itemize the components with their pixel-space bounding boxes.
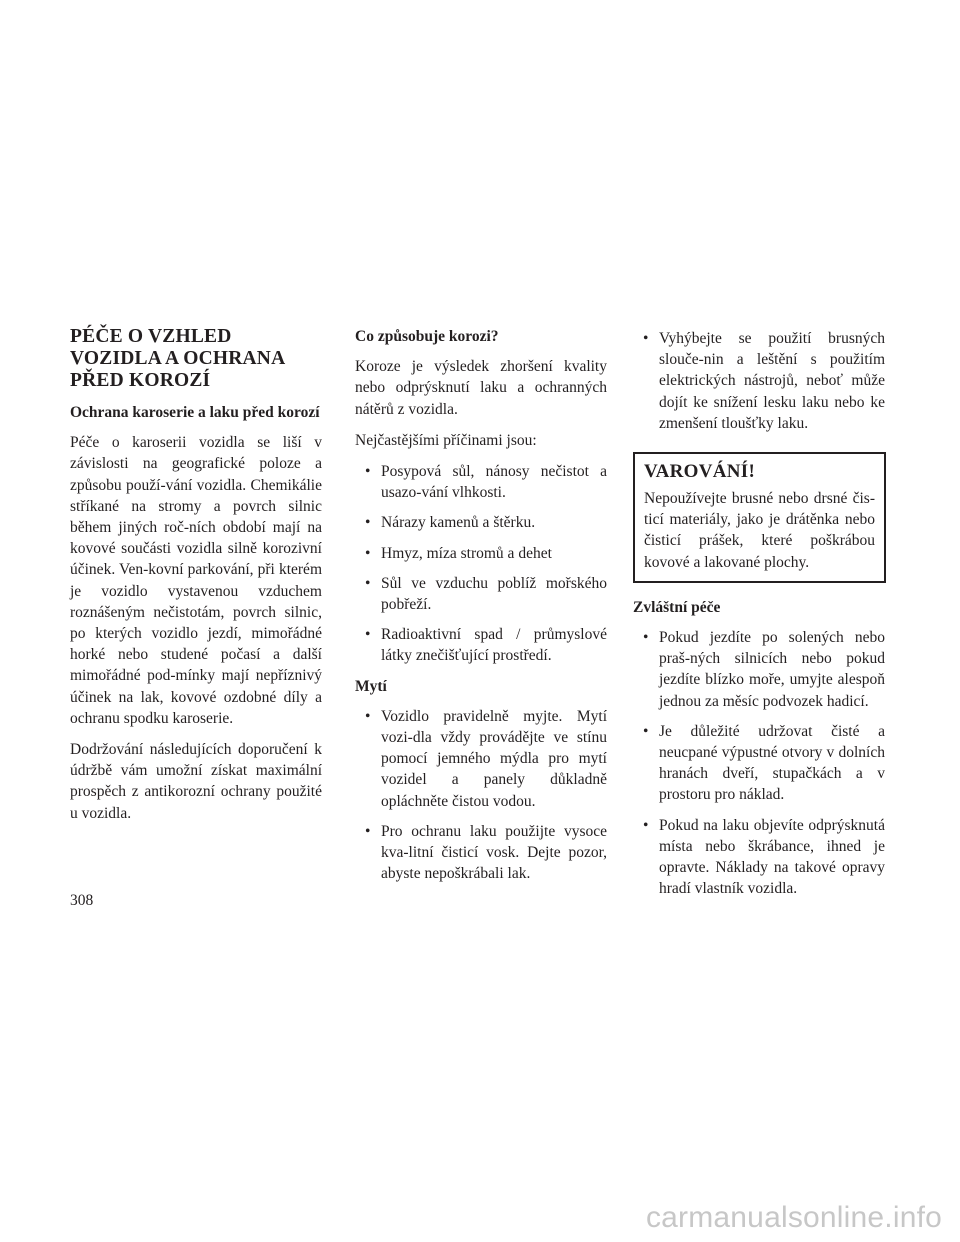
paragraph-body-care: Péče o karoserii vozidla se liší v závislosti na geografické poloze a způsobu použí-vání vozidla. Chemikálie stříkané na stromy a povrch silnic během jiných roč-ních období mají na kovové součásti vozidla silně korozivní účinek. Ven-kovní parkování, při kterém je vozidlo vystavenou vzduchem roznášeným nečistotám, povrch silnic, po kterých vozidlo jezdí, mimořádné horké nebo studené počasí a další mimořádné pod-mínky mají nepříznivý účinek na lak, kovové ozdobné díly a ochranu spodku karoserie.: [70, 434, 322, 727]
list-item: [355, 512, 607, 533]
section-title-line: PÉČE O VZHLED: [70, 326, 232, 347]
list-item: [633, 328, 885, 434]
list-item: [355, 573, 607, 615]
list-item-text: Pokud jezdíte po solených nebo praš-ných silnicích nebo pokud jezdíte blízko moře, umyjte alespoň jednou za měsíc podvozek hadicí.: [659, 629, 885, 710]
warning-title: VAROVÁNÍ!: [644, 461, 756, 483]
bullet-glyph: •: [365, 626, 371, 644]
list-polishing: [633, 328, 885, 434]
subheading-corrosion-causes: Co způsobuje korozi?: [355, 328, 499, 345]
paragraph-common-causes: Nejčastějšími příčinami jsou:: [355, 431, 537, 449]
list-item: [355, 624, 607, 666]
subheading-washing: Mytí: [355, 677, 387, 695]
bullet-glyph: •: [643, 330, 649, 347]
bullet-glyph: •: [365, 822, 371, 840]
list-washing: [355, 706, 607, 885]
section-title-line: PŘED KOROZÍ: [70, 370, 211, 391]
bullet-glyph: •: [365, 463, 371, 481]
column-right: [633, 328, 885, 908]
list-item: [355, 706, 607, 812]
bullet-glyph: •: [643, 629, 649, 647]
column-middle: [355, 326, 607, 893]
paragraph-recommendations: Dodržování následujících doporučení k údržbě vám umožní získat maximální prospěch z antikorozní ochrany použité u vozidla.: [70, 741, 322, 822]
section-title: [70, 326, 322, 392]
bullet-glyph: •: [643, 816, 649, 834]
list-item: [633, 627, 885, 712]
list-item-text: Radioaktivní spad / průmyslové látky znečišťující prostředí.: [381, 626, 607, 665]
watermark: carmanualsonline.info: [645, 1201, 942, 1234]
list-item-text: Nárazy kamenů a štěrku.: [381, 514, 536, 532]
list-item: [355, 543, 607, 564]
list-item-text: Posypová sůl, nánosy nečistot a usazo-vání vlhkosti.: [381, 463, 607, 502]
warning-box: [633, 452, 886, 583]
bullet-glyph: •: [365, 707, 371, 725]
subheading-special-care: Zvláštní péče: [633, 598, 721, 616]
warning-text: Nepoužívejte brusné nebo drsné čis-ticí materiály, jako je drátěnka nebo čisticí prášek, které poškrábou kovové a lakované plochy.: [644, 490, 875, 571]
bullet-glyph: •: [643, 722, 649, 740]
bullet-glyph: •: [365, 514, 371, 532]
list-item-text: Vozidlo pravidelně myjte. Mytí vozi-dla vždy provádějte ve stínu pomocí jemného mýdla pro mytí vozidel a panely důkladně opláchněte čistou vodou.: [381, 707, 607, 810]
list-item: [355, 461, 607, 503]
list-item-text: Vyhýbejte se použití brusných slouče-nin a leštění s použitím elektrických nástrojů, neboť může dojít ke snížení lesku laku nebo ke zmenšení tloušťky laku.: [659, 330, 885, 432]
bullet-glyph: •: [365, 574, 371, 592]
page-number: 308: [70, 892, 94, 909]
list-item-text: Pro ochranu laku použijte vysoce kva-litní čisticí vosk. Dejte pozor, abyste nepoškrábali lak.: [381, 822, 607, 883]
paragraph-corrosion-definition: Koroze je výsledek zhoršení kvality nebo odprýsknutí laku a ochranných nátěrů z vozidla.: [355, 358, 607, 418]
list-item-text: Hmyz, míza stromů a dehet: [381, 544, 552, 562]
column-left: [70, 326, 322, 834]
list-item: [633, 721, 885, 806]
list-item-text: Pokud na laku objevíte odprýsknutá místa nebo škrábance, ihned je opravte. Náklady na takové opravy hradí vlastník vozidla.: [659, 816, 885, 898]
subheading-body-protection: Ochrana karoserie a laku před korozí: [70, 404, 320, 421]
section-title-line: VOZIDLA A OCHRANA: [70, 348, 286, 369]
list-corrosion-causes: [355, 461, 607, 667]
list-item: [355, 821, 607, 885]
list-item-text: Sůl ve vzduchu poblíž mořského pobřeží.: [381, 574, 607, 614]
list-item: [633, 815, 885, 900]
list-special-care: [633, 627, 885, 899]
bullet-glyph: •: [365, 544, 371, 562]
list-item-text: Je důležité udržovat čisté a neucpané výpustné otvory v dolních hranách dveří, stupačkách a v prostoru pro náklad.: [659, 722, 885, 804]
